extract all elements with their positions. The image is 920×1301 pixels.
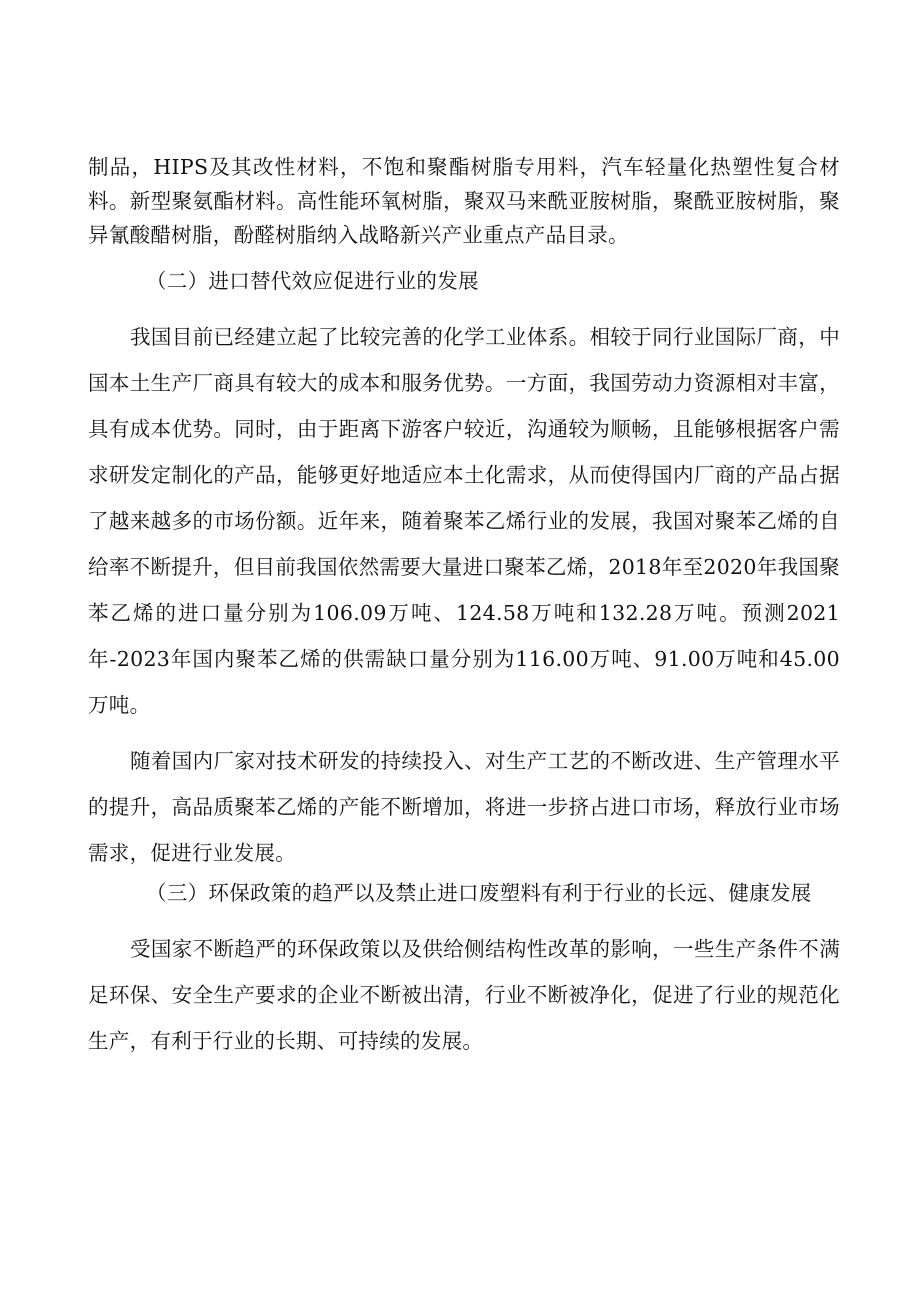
section-heading-import-substitution: （二）进口替代效应促进行业的发展	[146, 269, 479, 293]
paragraph-domestic-capacity: 随着国内厂家对技术研发的持续投入、对生产工艺的不断改进、生产管理水平的提升，高品质聚苯乙烯的产能不断增加，将进一步挤占进口市场，释放行业市场需求，促进行业发展。	[88, 749, 840, 865]
document-page	[88, 150, 840, 1064]
paragraph-product-list: 制品，HIPS及其改性材料，不饱和聚酯树脂专用料，汽车轻量化热塑性复合材料。新型聚氨酯材料。高性能环氧树脂，聚双马来酰亚胺树脂，聚酰亚胺树脂，聚异氰酸醋树脂，酚醛树脂纳入战略新兴产业重点产品目录。	[88, 155, 840, 247]
paragraph-environmental-policy: 受国家不断趋严的环保政策以及供给侧结构性改革的影响，一些生产条件不满足环保、安全生产要求的企业不断被出清，行业不断被净化，促进了行业的规范化生产，有利于行业的长期、可持续的发展。	[88, 937, 840, 1053]
paragraph-import-substitution: 我国目前已经建立起了比较完善的化学工业体系。相较于同行业国际厂商，中国本土生产厂商具有较大的成本和服务优势。一方面，我国劳动力资源相对丰富，具有成本优势。同时，由于距离下游客户较近，沟通较为顺畅，且能够根据客户需求研发定制化的产品，能够更好地适应本土化需求，从而使得国内厂商的产品占据了越来越多的市场份额。近年来，随着聚苯乙烯行业的发展，我国对聚苯乙烯的自给率不断提升，但目前我国依然需要大量进口聚苯乙烯，2018年至2020年我国聚苯乙烯的进口量分别为106.09万吨、124.58万吨和132.28万吨。预测2021年-2023年国内聚苯乙烯的供需缺口量分别为116.00万吨、91.00万吨和45.00万吨。	[88, 325, 840, 717]
section-heading-environmental-policy: （三）环保政策的趋严以及禁止进口废塑料有利于行业的长远、健康发展	[146, 881, 812, 905]
